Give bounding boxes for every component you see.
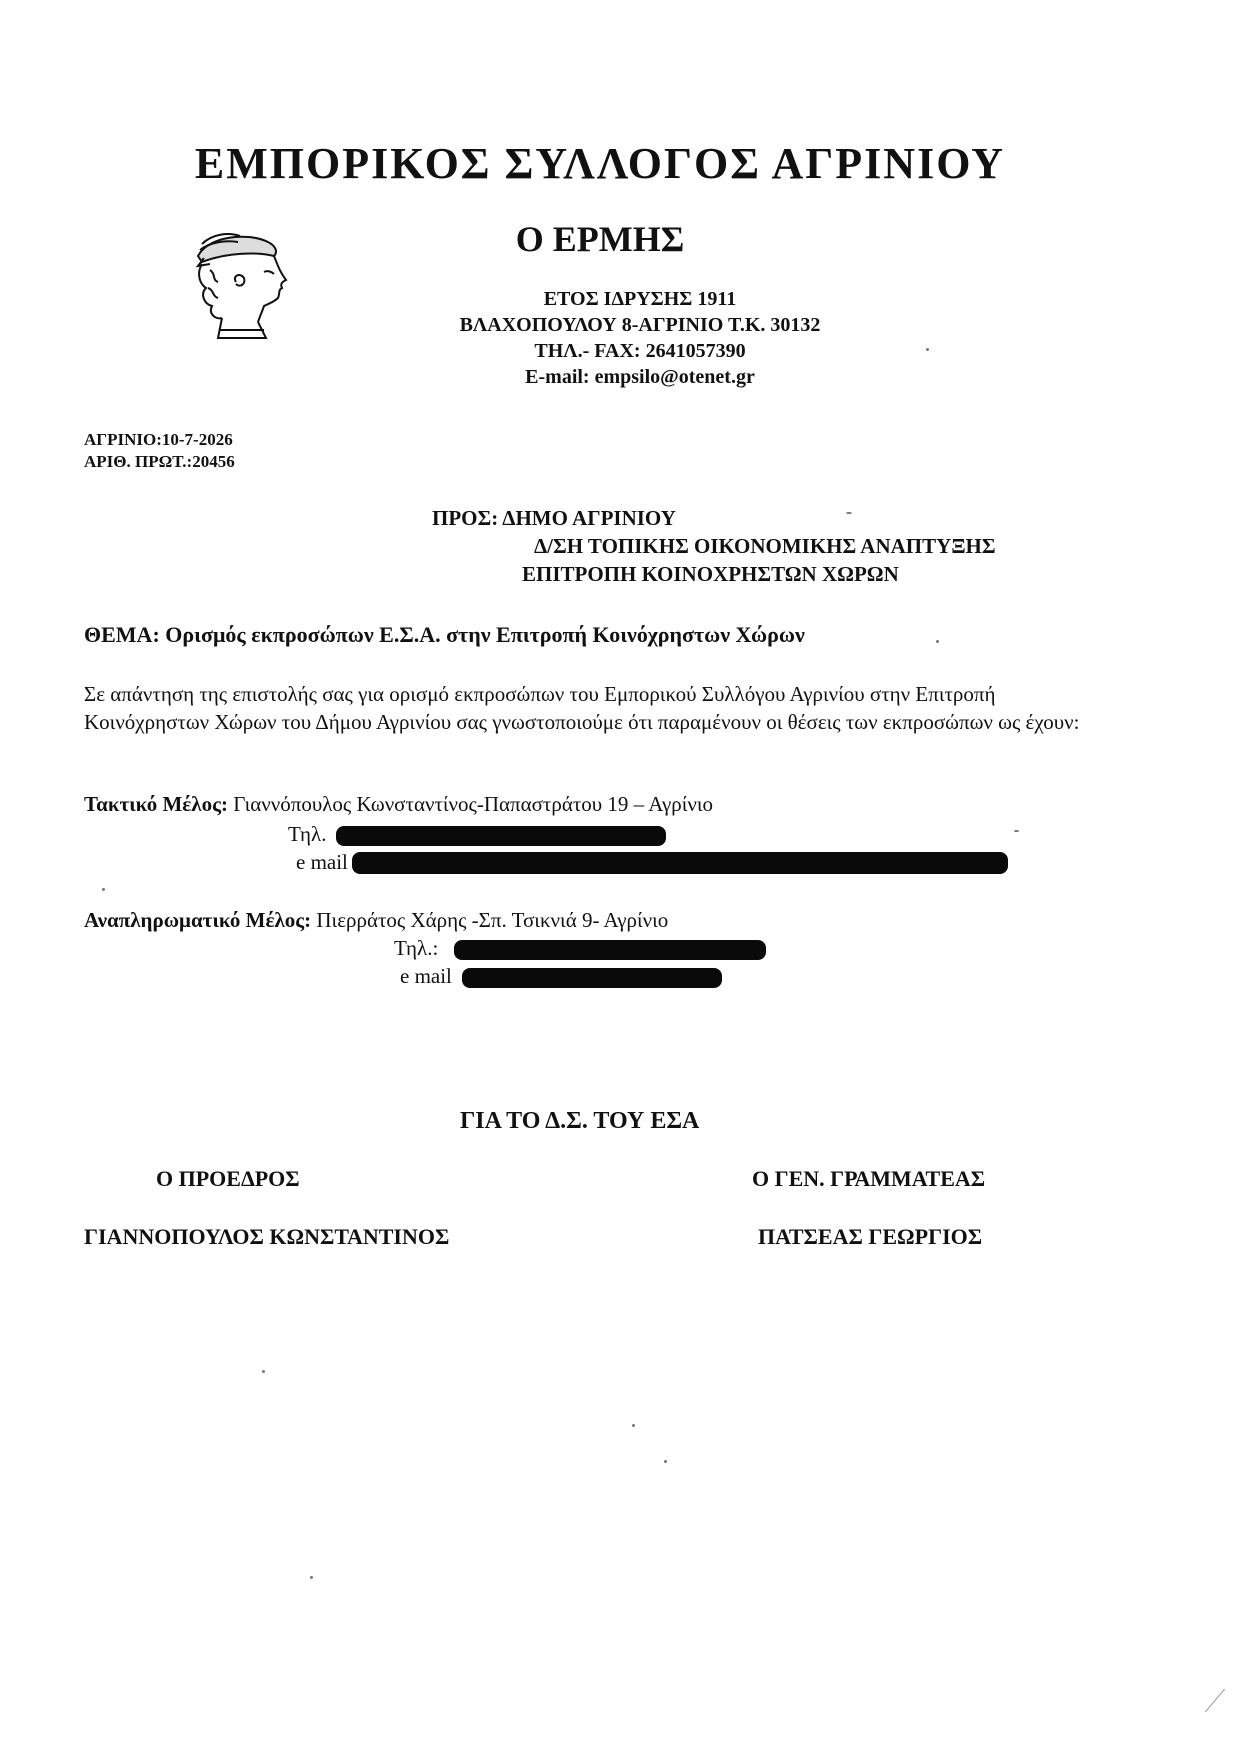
secretary-title: Ο ΓΕΝ. ΓΡΑΜΜΑΤΕΑΣ bbox=[752, 1166, 986, 1191]
alternate-member-name: Πιερράτος Χάρης -Σπ. Τσικνιά 9- Αγρίνιο bbox=[311, 908, 669, 932]
board-signature-heading: ΓΙΑ ΤΟ Δ.Σ. ΤΟΥ ΕΣΑ bbox=[460, 1108, 700, 1134]
redaction-bar bbox=[336, 826, 666, 846]
alternate-member-email-label: e mail bbox=[400, 964, 452, 988]
founded-year: ΕΤΟΣ ΙΔΡΥΣΗΣ 1911 bbox=[543, 288, 737, 310]
organization-email: E-mail: empsilo@otenet.gr bbox=[525, 366, 755, 388]
body-paragraph: Σε απάντηση της επιστολής σας για ορισμό εκπροσώπων του Εμπορικού Συλλόγου Αγρινίου στην Επιτροπή Κοινόχρηστων Χώρων του Δήμου Αγρινίου σας γνωστοποιούμε ότι παραμένουν οι θέσεις των εκπροσώπων ως έχουν: bbox=[84, 682, 1080, 734]
regular-member-label: Τακτικό Μέλος: bbox=[84, 792, 228, 816]
regular-member-email-label: e mail bbox=[296, 850, 348, 874]
alternate-member-phone-label: Τηλ.: bbox=[394, 936, 439, 960]
scan-speck bbox=[1014, 830, 1019, 832]
scan-speck bbox=[846, 512, 852, 514]
scan-speck bbox=[936, 640, 939, 643]
scan-speck bbox=[926, 348, 929, 351]
alternate-member-label: Αναπληρωματικό Μέλος: bbox=[84, 908, 312, 932]
recipient-line-1: ΠΡΟΣ: ΔΗΜΟ ΑΓΡΙΝΙΟΥ bbox=[432, 506, 676, 530]
protocol-number: ΑΡΙΘ. ΠΡΩΤ.:20456 bbox=[84, 452, 235, 471]
regular-member bbox=[84, 792, 713, 817]
redaction-bar bbox=[454, 940, 766, 960]
alternate-member bbox=[84, 908, 668, 933]
place-date: ΑΓΡΙΝΙΟ:10-7-2026 bbox=[84, 430, 233, 449]
president-title: Ο ΠΡΟΕΔΡΟΣ bbox=[156, 1166, 300, 1191]
subject-line: ΘΕΜΑ: Ορισμός εκπροσώπων Ε.Σ.Α. στην Επιτροπή Κοινόχρηστων Χώρων bbox=[84, 622, 805, 647]
president-name: ΓΙΑΝΝΟΠΟΥΛΟΣ ΚΩΝΣΤΑΝΤΙΝΟΣ bbox=[84, 1224, 450, 1249]
scan-speck bbox=[664, 1460, 667, 1463]
phone-fax: ΤΗΛ.- FAX: 2641057390 bbox=[534, 340, 746, 362]
scan-speck bbox=[102, 888, 105, 891]
secretary-name: ΠΑΤΣΕΑΣ ΓΕΩΡΓΙΟΣ bbox=[758, 1224, 983, 1249]
organization-address: ΒΛΑΧΟΠΟΥΛΟΥ 8-ΑΓΡΙΝΙΟ Τ.Κ. 30132 bbox=[459, 314, 821, 336]
scan-edge-mark bbox=[1205, 1689, 1225, 1713]
regular-member-phone-label: Τηλ. bbox=[288, 822, 327, 846]
organization-subtitle: Ο ΕΡΜΗΣ bbox=[515, 219, 685, 259]
scan-speck bbox=[310, 1576, 313, 1579]
scan-speck bbox=[632, 1424, 635, 1427]
organization-name: ΕΜΠΟΡΙΚΟΣ ΣΥΛΛΟΓΟΣ ΑΓΡΙΝΙΟΥ bbox=[194, 139, 1006, 188]
redaction-bar bbox=[352, 852, 1008, 874]
recipient-line-2: Δ/ΣΗ ΤΟΠΙΚΗΣ ΟΙΚΟΝΟΜΙΚΗΣ ΑΝΑΠΤΥΞΗΣ bbox=[534, 534, 996, 558]
regular-member-name: Γιαννόπουλος Κωνσταντίνος-Παπαστράτου 19 – Αγρίνιο bbox=[227, 792, 714, 816]
scan-speck bbox=[262, 1370, 265, 1373]
redaction-bar bbox=[462, 968, 722, 988]
recipient-line-3: ΕΠΙΤΡΟΠΗ ΚΟΙΝΟΧΡΗΣΤΩΝ ΧΩΡΩΝ bbox=[522, 562, 899, 586]
